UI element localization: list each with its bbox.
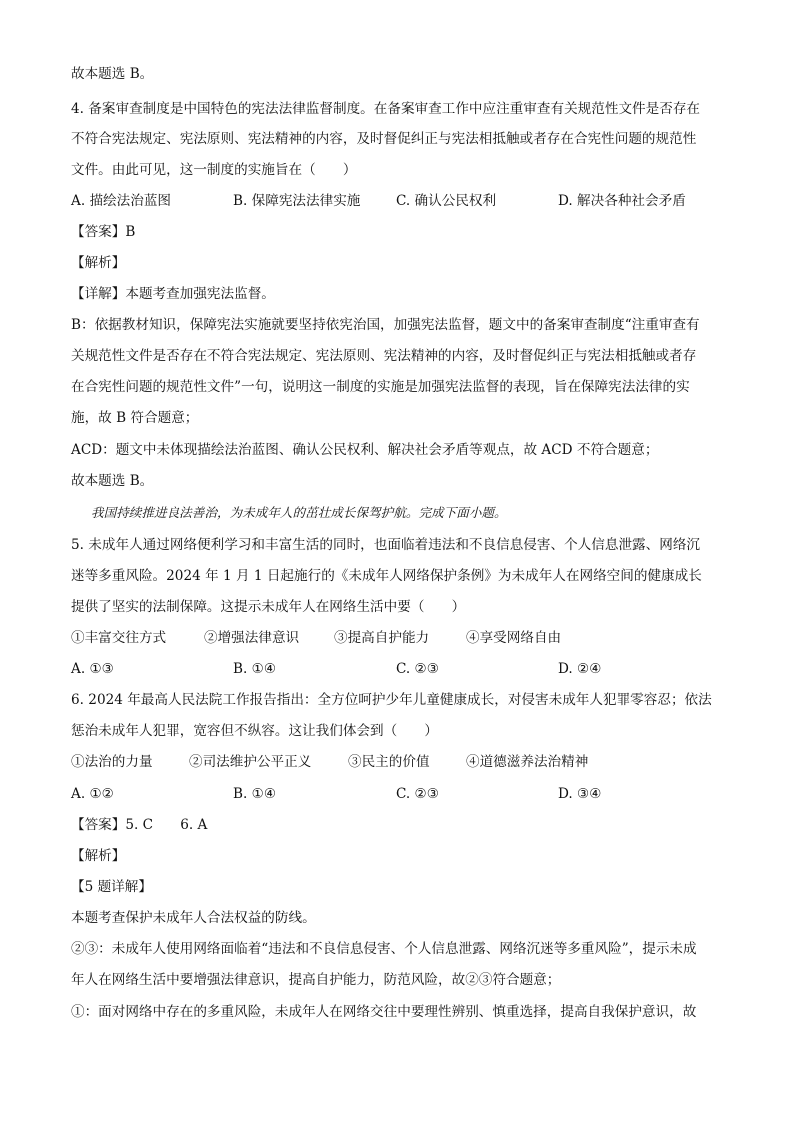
question-4-stem: 不符合宪法规定、宪法原则、宪法精神的内容，及时督促纠正与宪法相抵触或者存在合宪性问题的规范性	[71, 131, 697, 147]
option-a: A. ①②	[71, 786, 114, 802]
question-4-stem: 4. 备案审查制度是中国特色的宪法法律监督制度。在备案审查工作中应注重审查有关规范性文件是否存在	[71, 101, 701, 117]
question-6-stem: 惩治未成年人犯罪，宽容但不纵容。这让我们体会到（ ）	[71, 723, 439, 739]
option-b: B. ①④	[233, 661, 277, 677]
question-5-stem: 提供了坚实的法制保障。这提示未成年人在网络生活中要（ ）	[71, 599, 466, 615]
explanation-line: ②③：未成年人使用网络面临着“违法和不良信息侵害、个人信息泄露、网络沉迷等多重风险”，提示未成	[71, 941, 697, 957]
explanation-line: 关规范性文件是否存在不符合宪法规定、宪法原则、宪法精神的内容，及时督促纠正与宪法相抵触或者存	[71, 348, 697, 364]
explanation-line: 施，故 B 符合题意；	[71, 410, 199, 426]
analysis-label: 【解析】	[71, 848, 126, 864]
conclusion-line: 故本题选 B。	[71, 473, 154, 489]
group-intro: 我国持续推进良法善治，为未成年人的茁壮成长保驾护航。完成下面小题。	[91, 505, 507, 520]
explanation-line: 年人在网络生活中要增强法律意识，提高自护能力，防范风险，故②③符合题意；	[71, 972, 561, 988]
explanation-line: 本题考查保护未成年人合法权益的防线。	[71, 910, 316, 926]
option-b: B. 保障宪法法律实施	[233, 193, 361, 209]
conclusion-line: 故本题选 B。	[71, 66, 154, 82]
option-b: B. ①④	[233, 786, 277, 802]
answer-label: 【答案】5. C 6. A	[71, 817, 208, 833]
question-5-stem: 5. 未成年人通过网络便利学习和丰富生活的同时，也面临着违法和不良信息侵害、个人信息泄露、网络沉	[71, 537, 701, 553]
item-1: ①丰富交往方式	[71, 630, 167, 646]
answer-label: 【答案】B	[71, 224, 136, 240]
option-d: D. ③④	[558, 786, 602, 802]
option-d: D. ②④	[558, 661, 602, 677]
option-c: C. 确认公民权利	[396, 193, 497, 209]
detail-heading: 【5 题详解】	[71, 879, 152, 895]
option-a: A. ①③	[71, 661, 114, 677]
question-6-stem: 6. 2024 年最高人民法院工作报告指出：全方位呵护少年儿童健康成长，对侵害未成年人犯罪零容忍；依法	[71, 692, 712, 708]
explanation-line: ACD：题文中未体现描绘法治蓝图、确认公民权利、解决社会矛盾等观点，故 ACD 不符合题意；	[71, 442, 659, 458]
explanation-line: ①：面对网络中存在的多重风险，未成年人在网络交往中要理性辨别、慎重选择，提高自我保护意识，故	[71, 1004, 697, 1020]
item-2: ②增强法律意识	[204, 630, 300, 646]
option-c: C. ②③	[396, 786, 439, 802]
item-1: ①法治的力量	[71, 754, 153, 770]
option-d: D. 解决各种社会矛盾	[558, 193, 686, 209]
item-4: ④享受网络自由	[466, 630, 562, 646]
item-3: ③提高自护能力	[334, 630, 430, 646]
item-2: ②司法维护公平正义	[189, 754, 312, 770]
explanation-line: B：依据教材知识，保障宪法实施就要坚持依宪治国，加强宪法监督，题文中的备案审查制度“注重审查有	[71, 317, 700, 333]
option-a: A. 描绘法治蓝图	[71, 193, 172, 209]
question-4-stem: 文件。由此可见，这一制度的实施旨在（ ）	[71, 162, 357, 178]
item-3: ③民主的价值	[348, 754, 430, 770]
explanation-line: 在合宪性问题的规范性文件”一句，说明这一制度的实施是加强宪法监督的表现，旨在保障宪法法律的实	[71, 379, 690, 395]
option-c: C. ②③	[396, 661, 439, 677]
detail-line: 【详解】本题考查加强宪法监督。	[71, 286, 275, 302]
item-4: ④道德滋养法治精神	[466, 754, 589, 770]
question-5-stem: 迷等多重风险。2024 年 1 月 1 日起施行的《未成年人网络保护条例》为未成年人在网络空间的健康成长	[71, 568, 702, 584]
analysis-label: 【解析】	[71, 255, 126, 271]
